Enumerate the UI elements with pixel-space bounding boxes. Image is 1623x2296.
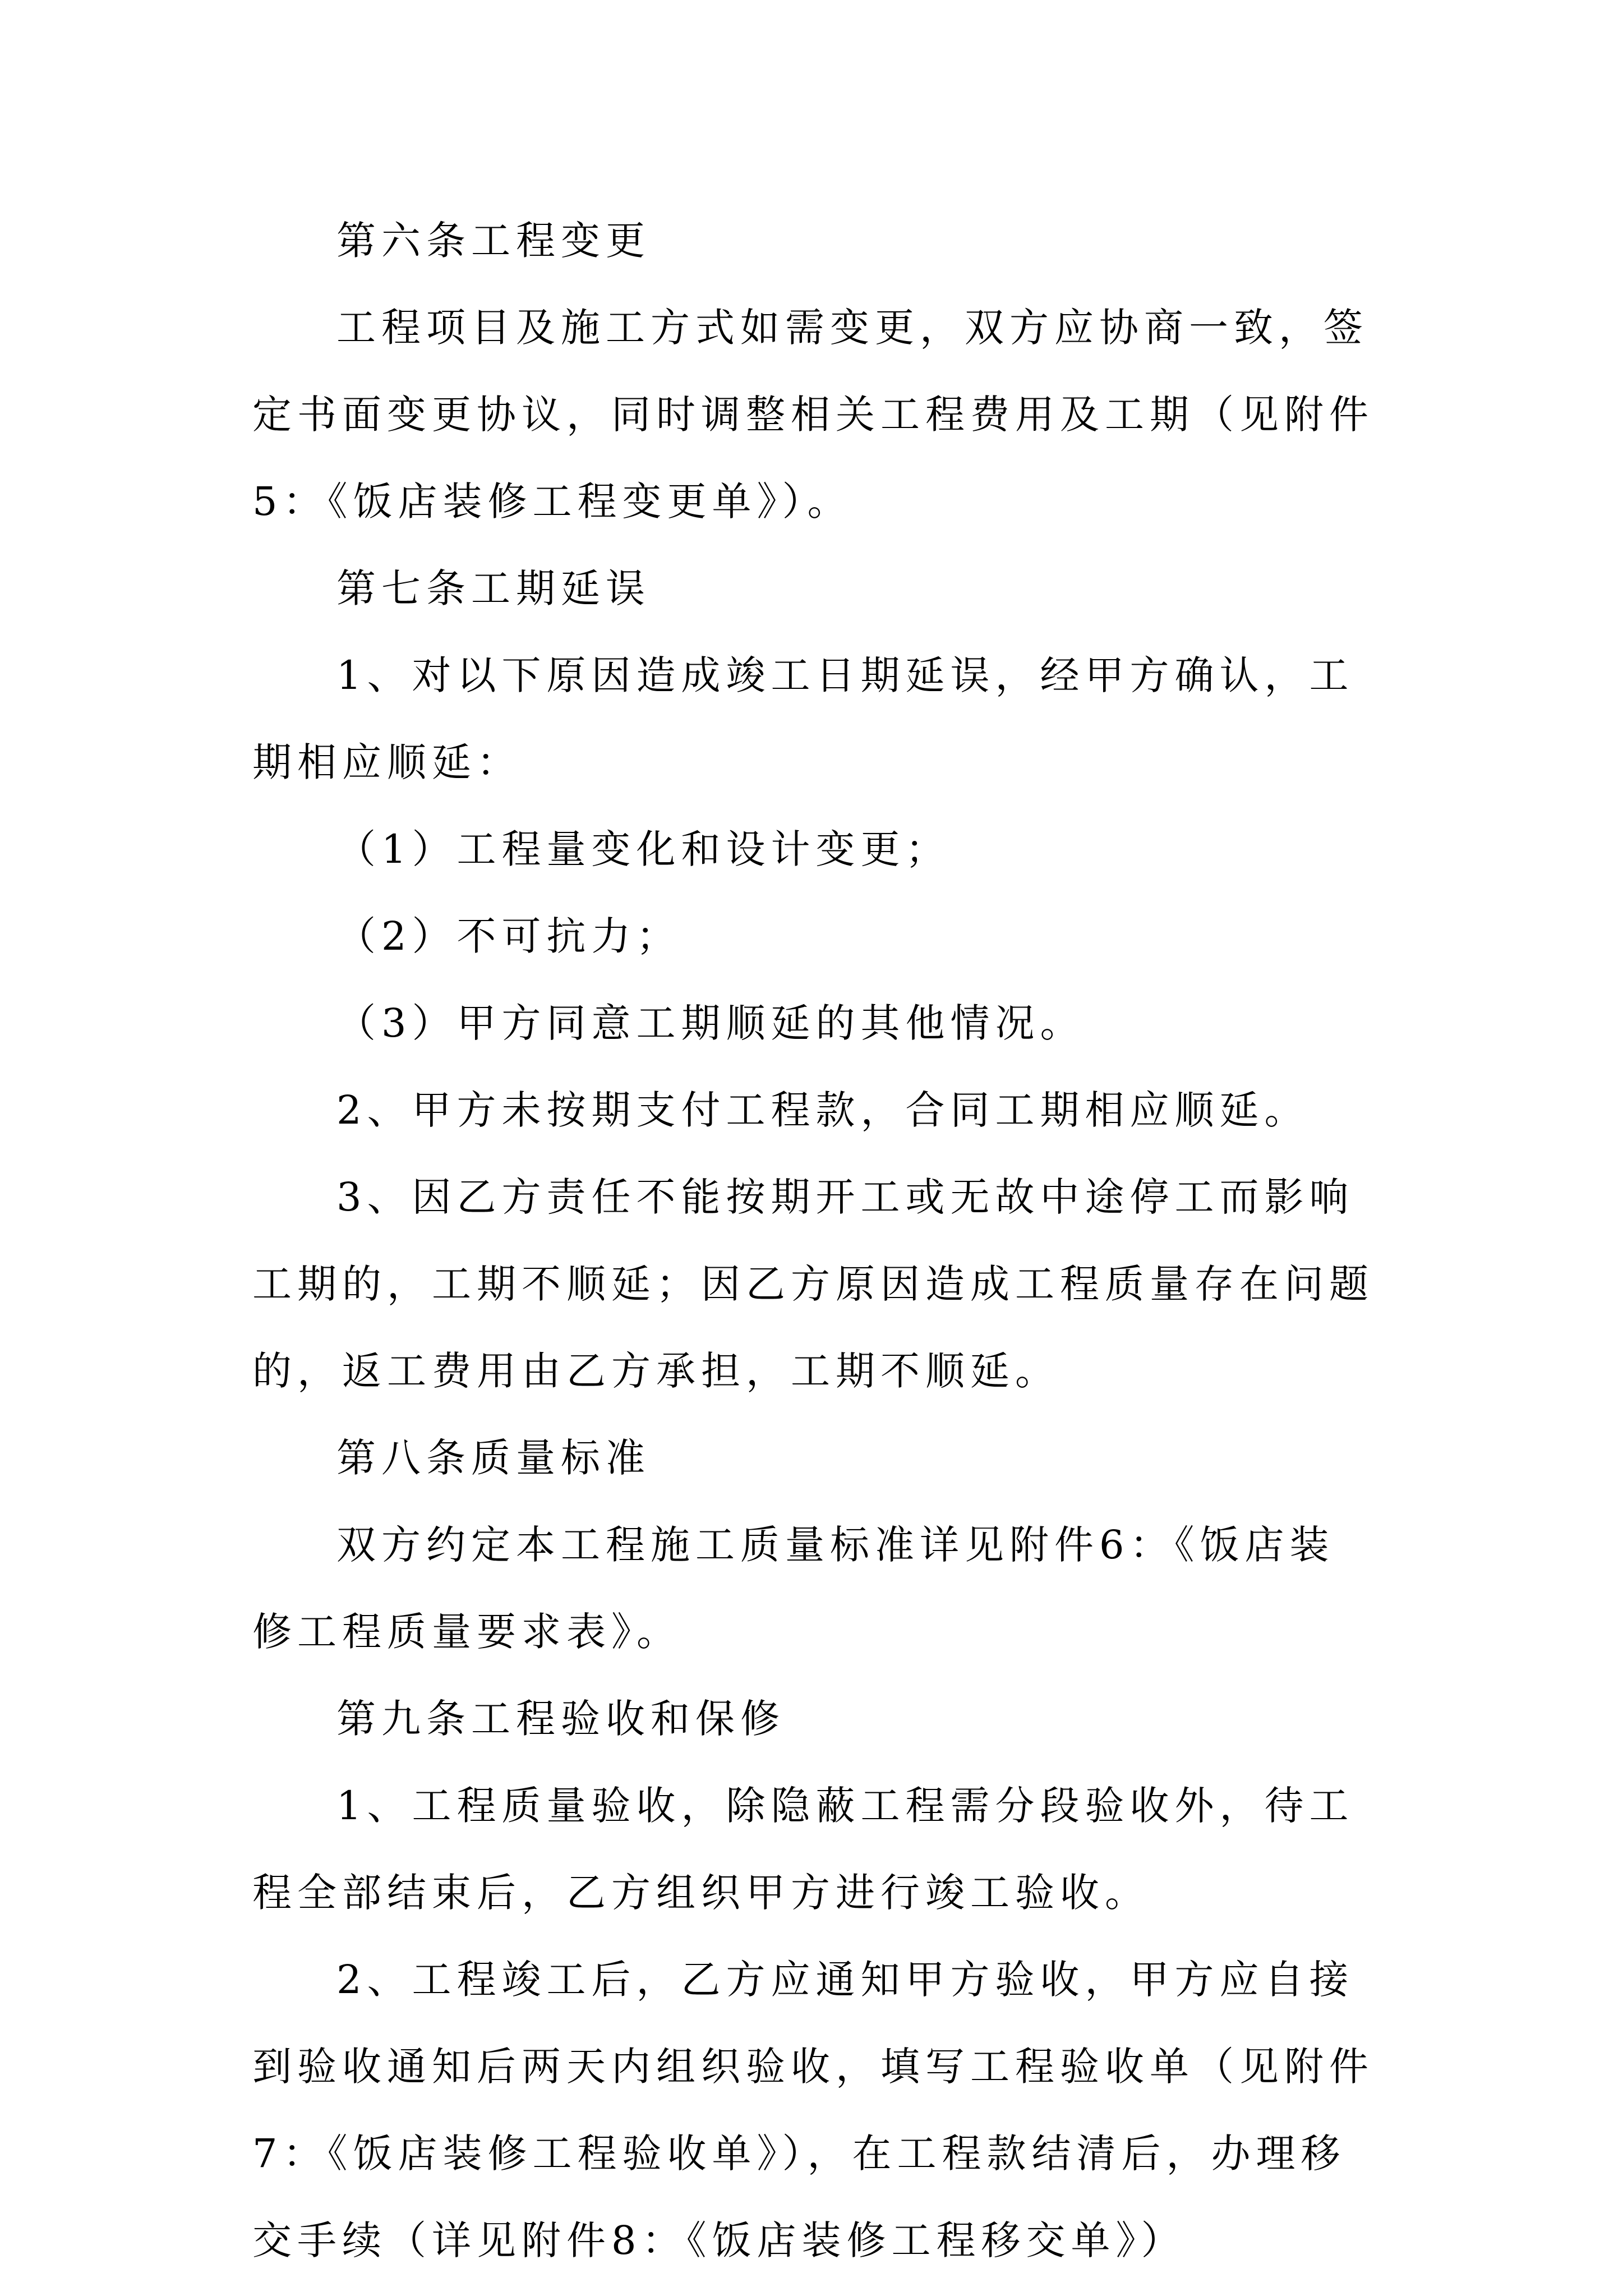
paragraph-delay-1: 1、对以下原因造成竣工日期延误，经甲方确认，工期相应顺延： [252, 652, 1354, 785]
paragraph-acceptance-1: 1、工程质量验收，除隐蔽工程需分段验收外，待工程全部结束后，乙方组织甲方进行竣工验收。 [252, 1783, 1354, 1916]
list-item-delay-1-2: （2）不可抗力； [336, 913, 681, 959]
section-heading-8: 第八条质量标准 [336, 1435, 651, 1481]
paragraph-delay-2: 2、甲方未按期支付工程款，合同工期相应顺延。 [336, 1087, 1310, 1133]
paragraph-change: 工程项目及施工方式如需变更，双方应协商一致，签定书面变更协议，同时调整相关工程费用及工期（见附件5：《饭店装修工程变更单》）。 [252, 305, 1374, 524]
document-page [252, 197, 1374, 2284]
paragraph-delay-3: 3、因乙方责任不能按期开工或无故中途停工而影响工期的，工期不顺延；因乙方原因造成工程质量存在问题的，返工费用由乙方承担，工期不顺延。 [252, 1174, 1374, 1394]
list-item-delay-1-3: （3）甲方同意工期顺延的其他情况。 [336, 1000, 1085, 1046]
section-heading-6: 第六条工程变更 [336, 218, 651, 264]
paragraph-acceptance-2: 2、工程竣工后，乙方应通知甲方验收，甲方应自接到验收通知后两天内组织验收，填写工程验收单（见附件7：《饭店装修工程验收单》），在工程款结清后，办理移交手续（详见附件8：《饭店装修工程移交单》） [252, 1957, 1374, 2263]
section-heading-7: 第七条工期延误 [336, 565, 651, 611]
paragraph-quality: 双方约定本工程施工质量标准详见附件6：《饭店装修工程质量要求表》。 [252, 1522, 1335, 1655]
section-heading-9: 第九条工程验收和保修 [336, 1696, 785, 1742]
list-item-delay-1-1: （1）工程量变化和设计变更； [336, 826, 951, 872]
